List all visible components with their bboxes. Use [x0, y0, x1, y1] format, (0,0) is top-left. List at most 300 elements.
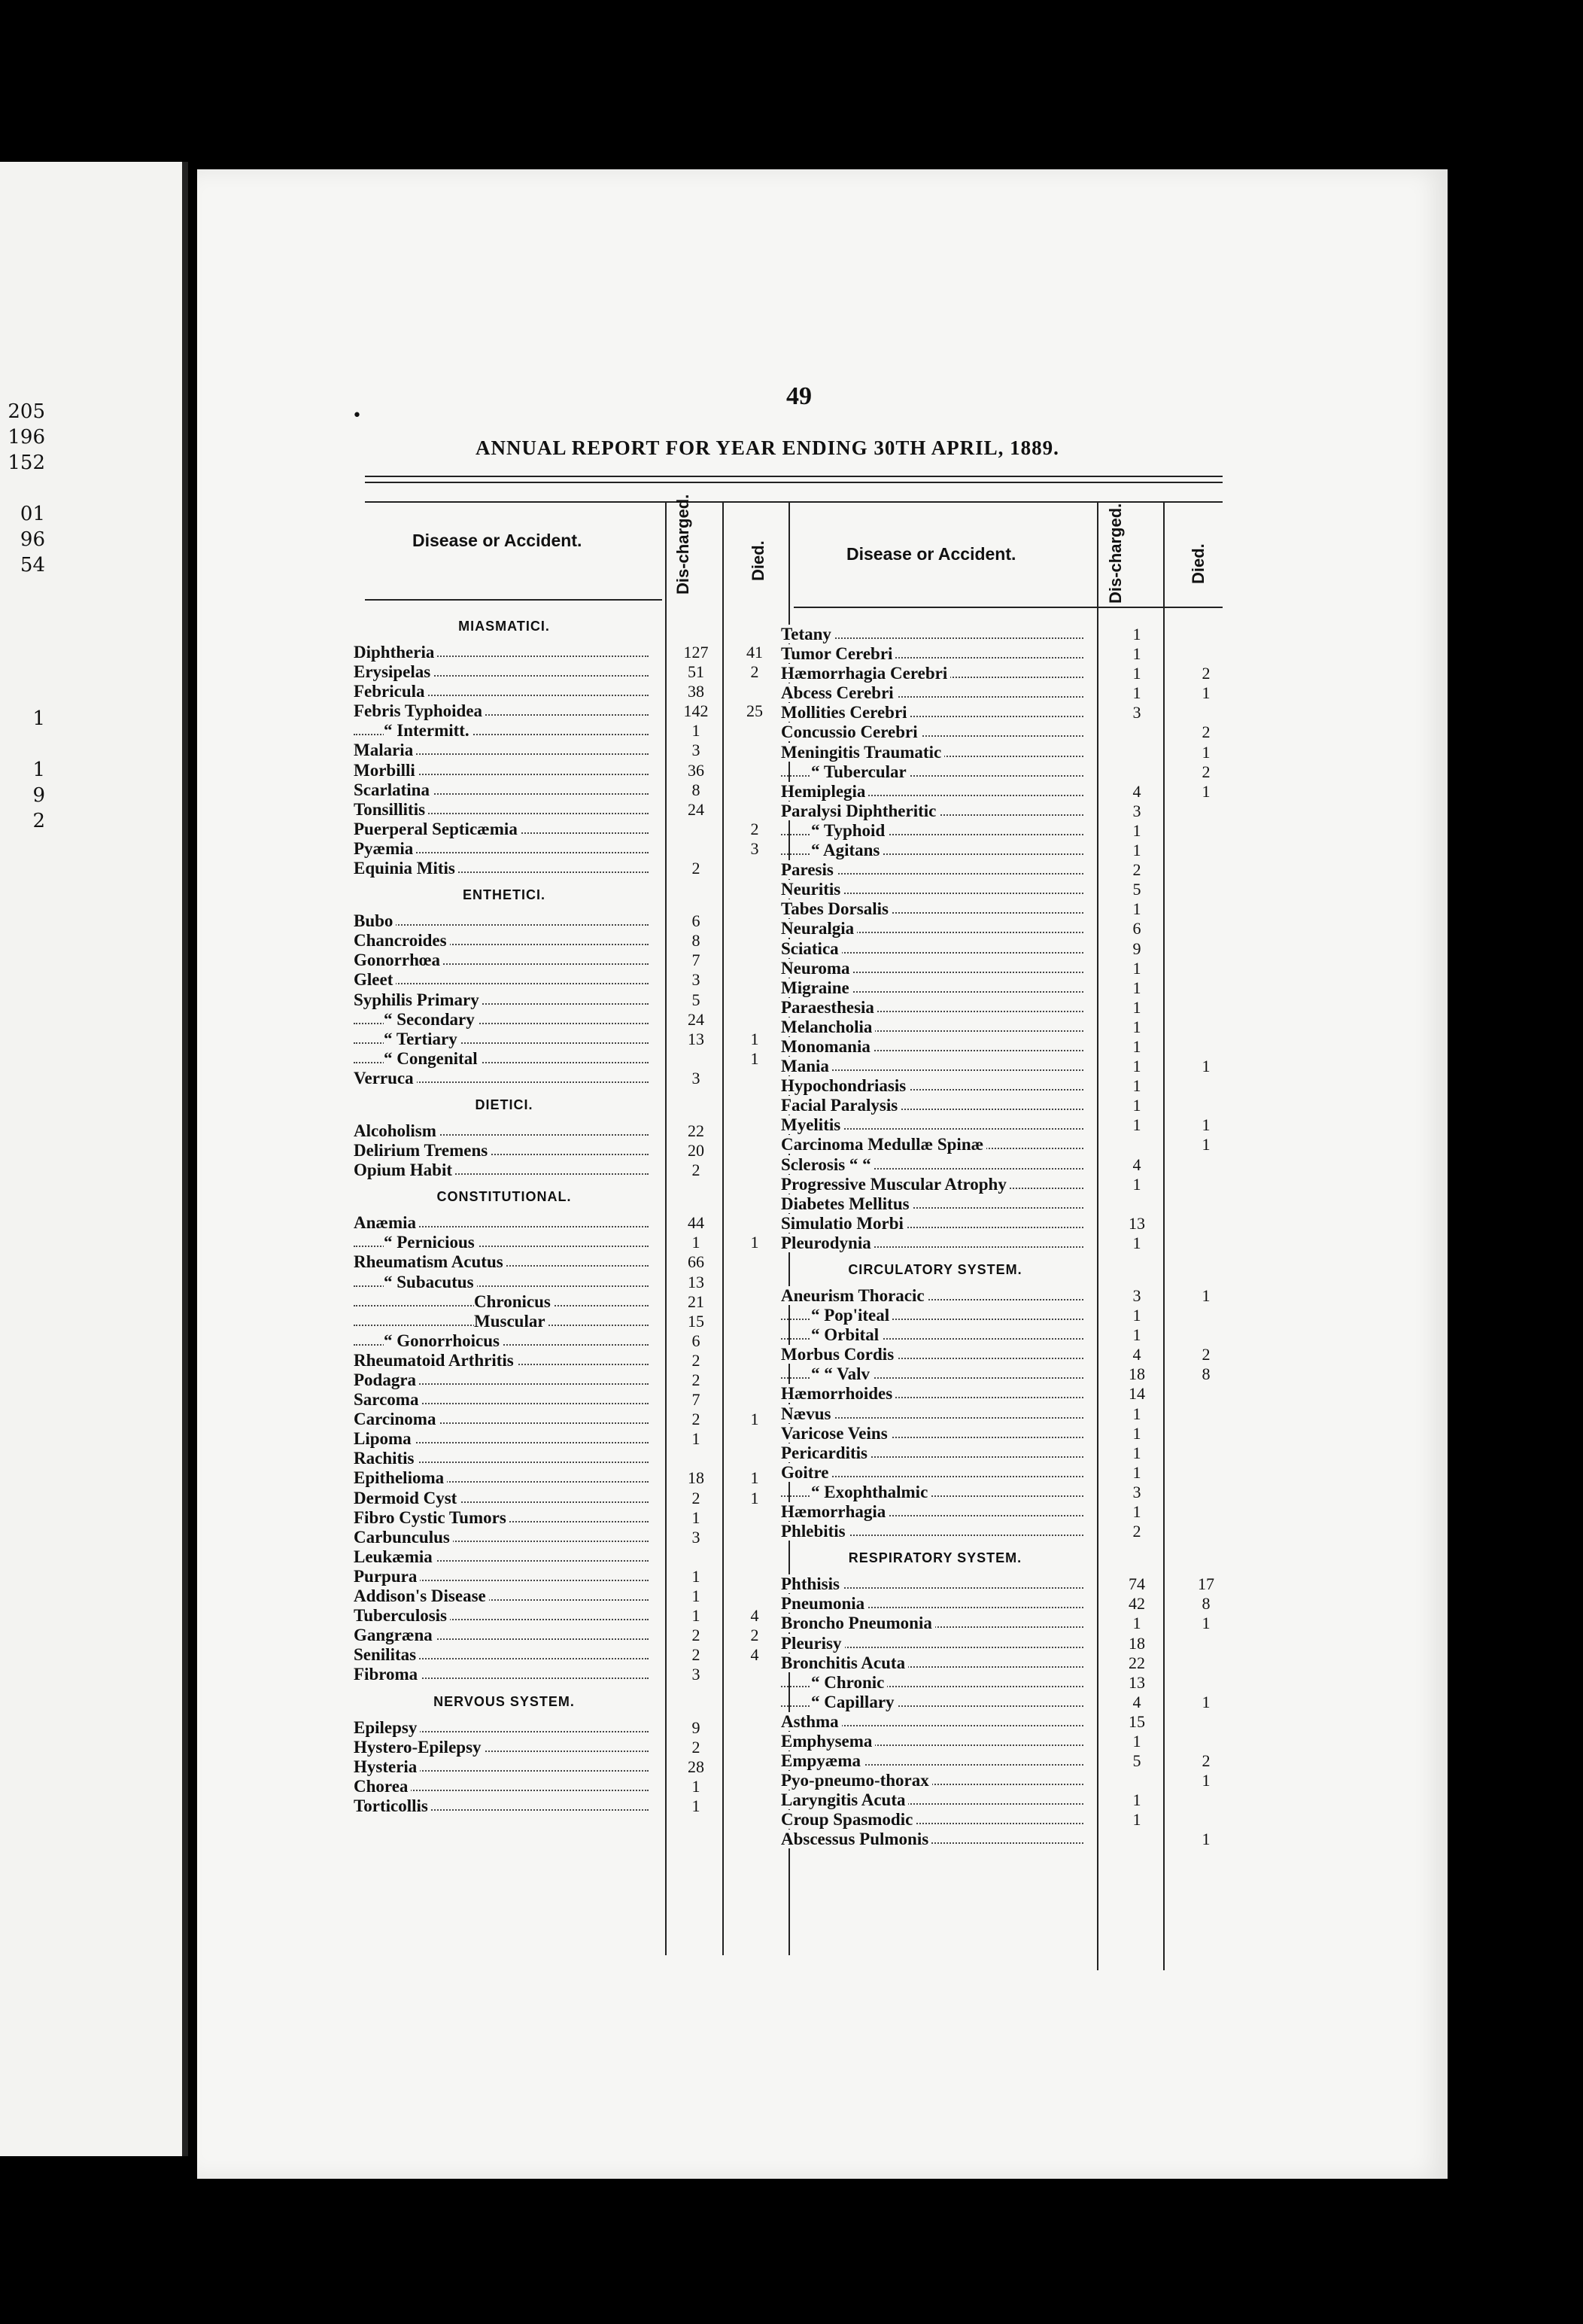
- disease-name: Equinia Mitis: [354, 859, 458, 878]
- table-row: [781, 802, 1232, 821]
- disease-name: Epithelioma: [354, 1468, 447, 1487]
- disease-name: “ Gonorrhoicus: [384, 1331, 503, 1350]
- header-rule-top-2: [365, 482, 1223, 483]
- disease-name: Opium Habit: [354, 1160, 455, 1179]
- left-page-number: 1: [32, 759, 45, 781]
- left-page-number: [0, 476, 45, 501]
- disease-name: Erysipelas: [354, 662, 433, 681]
- died-count: 4: [750, 1645, 759, 1665]
- table-row: [354, 1777, 790, 1796]
- discharged-count: 15: [688, 1311, 704, 1331]
- table-row: [354, 1645, 790, 1665]
- header-died-right: Died.: [1189, 543, 1208, 584]
- discharged-count: 1: [1132, 1096, 1141, 1115]
- discharged-count: 1: [1132, 1404, 1141, 1423]
- table-row: [354, 800, 790, 820]
- table-row: [781, 1790, 1232, 1810]
- table-row: [354, 1370, 790, 1390]
- table-row: [354, 701, 790, 721]
- discharged-count: 2: [691, 1626, 700, 1645]
- table-row: [354, 1010, 790, 1030]
- discharged-count: 1: [1132, 820, 1141, 840]
- table-row: [354, 1468, 790, 1488]
- disease-name: Puerperal Septicæmia: [354, 820, 521, 838]
- disease-name: “ Intermitt.: [384, 721, 472, 740]
- disease-name: Gonorrhœa: [354, 951, 443, 969]
- disease-name: Carcinoma Medullæ Spinæ: [781, 1135, 986, 1154]
- died-count: 41: [746, 643, 763, 662]
- disease-name: “ Subacutus: [384, 1273, 477, 1291]
- table-row: [781, 722, 1232, 742]
- discharged-count: 8: [691, 931, 700, 951]
- left-page-number: 2: [32, 810, 45, 832]
- discharged-count: 2: [691, 1645, 700, 1665]
- disease-name: “ Pernicious: [384, 1233, 478, 1252]
- table-row: [354, 990, 790, 1010]
- table-row: [354, 1547, 790, 1567]
- table-row: [781, 899, 1232, 919]
- disease-name: Alcoholism: [354, 1121, 439, 1140]
- table-row: [781, 1096, 1232, 1115]
- table-row: [781, 1194, 1232, 1214]
- died-count: 1: [1202, 1692, 1211, 1711]
- table-row: [781, 1502, 1232, 1522]
- table-row: [781, 1384, 1232, 1404]
- disease-name: Nævus: [781, 1404, 834, 1423]
- table-row: [354, 1351, 790, 1370]
- disease-name: Laryngitis Acuta: [781, 1790, 908, 1809]
- section-title: RESPIRATORY SYSTEM.: [848, 1550, 1022, 1566]
- table-row: [354, 1738, 790, 1757]
- table-row: [354, 1069, 790, 1088]
- died-count: 1: [1202, 742, 1211, 762]
- discharged-count: 1: [1132, 1017, 1141, 1036]
- table-row: [354, 1410, 790, 1429]
- left-page-number: 96: [20, 528, 45, 551]
- discharged-count: 2: [691, 1160, 700, 1180]
- discharged-count: 42: [1129, 1594, 1145, 1614]
- table-row: [354, 1449, 790, 1468]
- discharged-count: 13: [1129, 1213, 1145, 1233]
- table-row: [354, 1121, 790, 1141]
- disease-name: Fibro Cystic Tumors: [354, 1508, 509, 1527]
- discharged-count: 1: [1132, 1057, 1141, 1076]
- table-row: [781, 1345, 1232, 1364]
- table-row: [781, 1653, 1232, 1673]
- right-disease-table: [781, 625, 1232, 1850]
- died-count: 1: [750, 1233, 759, 1252]
- disease-name: “ Secondary: [384, 1010, 478, 1029]
- died-count: 1: [1202, 1830, 1211, 1849]
- disease-name: Purpura: [354, 1567, 420, 1586]
- left-page-number: 152: [8, 452, 45, 474]
- discharged-count: 1: [1132, 1423, 1141, 1443]
- header-rule-right: [794, 607, 1223, 608]
- disease-name: Addison's Disease: [354, 1586, 489, 1605]
- page-gutter: [182, 162, 188, 2156]
- disease-name: Phlebitis: [781, 1522, 849, 1541]
- discharged-count: 1: [691, 1507, 700, 1527]
- discharged-count: 1: [691, 1796, 700, 1815]
- discharged-count: 13: [688, 1272, 704, 1291]
- disease-name: Goitre: [781, 1463, 831, 1482]
- table-row: [354, 662, 790, 682]
- disease-name: Lipoma: [354, 1429, 415, 1448]
- table-row: [781, 1214, 1232, 1233]
- discharged-count: 3: [1132, 801, 1141, 820]
- died-count: 1: [750, 1468, 759, 1488]
- disease-name: “ Tubercular: [811, 762, 910, 781]
- died-count: 1: [1202, 683, 1211, 703]
- disease-name: Meningitis Traumatic: [781, 743, 944, 762]
- disease-name: Bubo: [354, 911, 396, 930]
- disease-name: Dermoid Cyst: [354, 1489, 460, 1507]
- discharged-count: 6: [691, 1331, 700, 1350]
- disease-name: “ Congenital: [384, 1049, 481, 1068]
- table-row: [781, 821, 1232, 841]
- table-row: [354, 1508, 790, 1528]
- table-row: [781, 919, 1232, 938]
- disease-name: Facial Paralysis: [781, 1096, 901, 1115]
- disease-name: Tumor Cerebri: [781, 644, 895, 663]
- discharged-count: 1: [1132, 1502, 1141, 1522]
- discharged-count: 24: [688, 1009, 704, 1029]
- header-discharged-right: Dis-charged.: [1106, 503, 1125, 604]
- discharged-count: 1: [1132, 625, 1141, 643]
- died-count: 1: [1202, 1115, 1211, 1135]
- table-row: [781, 939, 1232, 959]
- died-count: 1: [1202, 1135, 1211, 1154]
- discharged-count: 2: [691, 1737, 700, 1757]
- disease-name: Syphilis Primary: [354, 990, 482, 1009]
- left-page-number: 196: [8, 426, 45, 449]
- table-row: [354, 1429, 790, 1449]
- died-count: 17: [1198, 1574, 1214, 1594]
- disease-name: “ Typhoid: [811, 821, 888, 840]
- disease-name: Morbilli: [354, 761, 418, 780]
- disease-name: Phthisis: [781, 1574, 843, 1593]
- died-count: 1: [750, 1029, 759, 1048]
- disease-name: Paresis: [781, 860, 837, 879]
- disease-name: Pleurodynia: [781, 1233, 874, 1252]
- table-row: [781, 1712, 1232, 1732]
- table-row: [781, 1463, 1232, 1483]
- discharged-count: 20: [688, 1141, 704, 1160]
- section-title: CIRCULATORY SYSTEM.: [848, 1262, 1022, 1277]
- disease-name: Varicose Veins: [781, 1424, 891, 1443]
- discharged-count: 2: [1132, 1522, 1141, 1541]
- header-rule-left: [365, 599, 662, 601]
- disease-name: Migraine: [781, 978, 852, 997]
- died-count: 25: [746, 701, 763, 721]
- disease-name: Pyæmia: [354, 839, 416, 858]
- died-count: 1: [1202, 781, 1211, 801]
- disease-name: Hystero-Epilepsy: [354, 1738, 485, 1757]
- disease-name: Concussio Cerebri: [781, 722, 921, 741]
- disease-name: Chronicus: [474, 1292, 554, 1311]
- died-count: 2: [1202, 664, 1211, 683]
- table-row: [781, 1830, 1232, 1849]
- table-row: [781, 782, 1232, 802]
- table-row: [354, 1273, 790, 1292]
- header-died-left: Died.: [749, 540, 767, 581]
- discharged-count: 1: [691, 1606, 700, 1626]
- left-page-edge: [0, 162, 188, 2156]
- disease-name: Empyæma: [781, 1751, 864, 1770]
- table-row: [354, 970, 790, 990]
- table-row: [781, 1634, 1232, 1653]
- disease-name: “ Agitans: [811, 841, 883, 859]
- disease-name: Diabetes Mellitus: [781, 1194, 913, 1213]
- left-page-number: [0, 680, 45, 706]
- died-count: 2: [750, 819, 759, 838]
- disease-name: Febris Typhoidea: [354, 701, 485, 720]
- died-count: 1: [750, 1410, 759, 1429]
- disease-name: Abcess Cerebri: [781, 683, 897, 702]
- discharged-count: 1: [1132, 1306, 1141, 1325]
- discharged-count: 1: [1132, 978, 1141, 997]
- disease-name: Hysteria: [354, 1757, 420, 1776]
- discharged-count: 4: [1132, 1345, 1141, 1364]
- table-row: [354, 1233, 790, 1252]
- disease-name: Morbus Cordis: [781, 1345, 897, 1364]
- disease-name: Anæmia: [354, 1213, 419, 1232]
- disease-name: Febricula: [354, 682, 428, 701]
- discharged-count: 4: [1132, 1692, 1141, 1711]
- disease-name: Malaria: [354, 741, 416, 759]
- table-row: [354, 721, 790, 741]
- table-row: [354, 682, 790, 701]
- discharged-count: 9: [691, 1717, 700, 1737]
- header-disease-left: Disease or Accident.: [412, 531, 582, 550]
- header-disease-right: Disease or Accident.: [846, 544, 1016, 564]
- table-row: [781, 1325, 1232, 1345]
- table-row: [781, 625, 1232, 644]
- died-count: 1: [1202, 1057, 1211, 1076]
- disease-name: Chorea: [354, 1777, 411, 1796]
- table-row: [781, 998, 1232, 1018]
- table-row: [781, 1076, 1232, 1096]
- table-row: [354, 1586, 790, 1606]
- discharged-count: 6: [1132, 919, 1141, 938]
- disease-name: Carcinoma: [354, 1410, 439, 1428]
- left-page-number: 9: [32, 784, 45, 807]
- table-row: [781, 644, 1232, 664]
- discharged-count: 1: [691, 1586, 700, 1606]
- page-title: ANNUAL REPORT FOR YEAR ENDING 30TH APRIL, 1889.: [476, 437, 1059, 459]
- table-row: [781, 959, 1232, 978]
- table-row: [354, 1528, 790, 1547]
- discharged-count: 28: [688, 1757, 704, 1776]
- table-row: [354, 951, 790, 970]
- died-count: 2: [750, 662, 759, 682]
- left-page-number: [0, 629, 45, 655]
- disease-name: Hæmorrhagia: [781, 1502, 889, 1521]
- discharged-count: 1: [1132, 664, 1141, 683]
- table-row: [354, 1252, 790, 1272]
- discharged-count: 18: [1129, 1364, 1145, 1384]
- header-discharged-left: Dis-charged.: [673, 494, 692, 595]
- disease-name: Progressive Muscular Atrophy: [781, 1175, 1010, 1194]
- discharged-count: 1: [1132, 1614, 1141, 1633]
- died-count: 2: [1202, 722, 1211, 742]
- discharged-count: 1: [1132, 841, 1141, 860]
- disease-name: Rheumatoid Arthritis: [354, 1351, 517, 1370]
- disease-name: Tuberculosis: [354, 1606, 450, 1625]
- disease-name: Delirium Tremens: [354, 1141, 491, 1160]
- disease-name: “ “ Valv: [811, 1364, 873, 1383]
- disease-name: Leukæmia: [354, 1547, 436, 1566]
- disease-name: Hæmorrhoides: [781, 1384, 895, 1403]
- disease-name: Sciatica: [781, 939, 842, 958]
- table-row: [354, 1626, 790, 1645]
- disease-name: Paraesthesia: [781, 998, 877, 1017]
- discharged-count: 1: [1132, 1443, 1141, 1462]
- table-row: [354, 741, 790, 760]
- discharged-count: 3: [691, 1068, 700, 1087]
- discharged-count: 2: [691, 1350, 700, 1370]
- table-row: [781, 860, 1232, 880]
- table-row: [781, 1018, 1232, 1037]
- discharged-count: 74: [1129, 1574, 1145, 1594]
- section-title: CONSTITUTIONAL.: [436, 1189, 572, 1205]
- discharged-count: 1: [1132, 1174, 1141, 1194]
- disease-name: Scarlatina: [354, 780, 433, 799]
- disease-name: Senilitas: [354, 1645, 419, 1664]
- discharged-count: 2: [1132, 860, 1141, 880]
- discharged-count: 3: [1132, 703, 1141, 722]
- header-rule-3: [365, 501, 1223, 503]
- section-heading: [354, 878, 790, 911]
- died-count: 1: [1202, 1614, 1211, 1633]
- bullet-mark: •: [352, 406, 362, 425]
- table-row: [781, 1522, 1232, 1541]
- died-count: 3: [750, 838, 759, 858]
- table-row: [781, 703, 1232, 722]
- discharged-count: 2: [691, 859, 700, 878]
- disease-name: Gangræna: [354, 1626, 436, 1644]
- table-row: [354, 1606, 790, 1626]
- discharged-count: 18: [1129, 1633, 1145, 1653]
- disease-name: Gleet: [354, 970, 396, 989]
- table-row: [781, 1155, 1232, 1175]
- discharged-count: 44: [688, 1213, 704, 1233]
- left-page-number: [0, 604, 45, 629]
- discharged-count: 1: [1132, 899, 1141, 919]
- disease-name: Fibroma: [354, 1665, 421, 1684]
- table-row: [354, 839, 790, 859]
- disease-name: Tetany: [781, 625, 834, 643]
- table-row: [354, 1141, 790, 1160]
- table-row: [354, 1030, 790, 1049]
- table-row: [781, 1115, 1232, 1135]
- disease-name: Verruca: [354, 1069, 417, 1087]
- discharged-count: 18: [688, 1468, 704, 1488]
- section-title: MIASMATICI.: [458, 619, 550, 634]
- disease-name: Pneumonia: [781, 1594, 867, 1613]
- died-count: 2: [1202, 1751, 1211, 1771]
- disease-name: Tonsillitis: [354, 800, 428, 819]
- disease-name: Hypochondriasis: [781, 1076, 909, 1095]
- left-page-number: 01: [20, 503, 45, 525]
- table-row: [781, 1306, 1232, 1325]
- section-title: ENTHETICI.: [462, 887, 545, 903]
- table-row: [781, 978, 1232, 998]
- section-heading: [354, 1180, 790, 1213]
- discharged-count: 5: [1132, 880, 1141, 899]
- section-heading: [354, 610, 790, 643]
- discharged-count: 2: [691, 1370, 700, 1389]
- left-page-number: [0, 655, 45, 680]
- table-row: [354, 859, 790, 878]
- section-heading: [781, 1253, 1232, 1286]
- disease-name: Simulatio Morbi: [781, 1214, 907, 1233]
- died-count: 1: [1202, 1771, 1211, 1790]
- disease-name: Podagra: [354, 1370, 419, 1389]
- table-row: [781, 1057, 1232, 1076]
- discharged-count: 51: [688, 662, 704, 682]
- table-row: [781, 683, 1232, 703]
- died-count: 2: [1202, 1345, 1211, 1364]
- table-row: [781, 1673, 1232, 1693]
- discharged-count: 1: [691, 1776, 700, 1796]
- died-count: 4: [750, 1606, 759, 1626]
- discharged-count: 4: [1132, 1154, 1141, 1174]
- discharged-count: 1: [1132, 1233, 1141, 1252]
- discharged-count: 1: [691, 1566, 700, 1586]
- disease-name: “ Pop'iteal: [811, 1306, 892, 1325]
- discharged-count: 15: [1129, 1711, 1145, 1731]
- table-row: [781, 1574, 1232, 1594]
- table-row: [354, 1331, 790, 1351]
- disease-name: Tabes Dorsalis: [781, 899, 892, 918]
- table-row: [354, 1567, 790, 1586]
- discharged-count: 4: [1132, 781, 1141, 801]
- disease-name: “ Tertiary: [384, 1030, 460, 1048]
- discharged-count: 1: [1132, 1462, 1141, 1482]
- discharged-count: 1: [1132, 1325, 1141, 1345]
- table-row: [781, 664, 1232, 683]
- discharged-count: 7: [691, 1390, 700, 1410]
- disease-name: Hæmorrhagia Cerebri: [781, 664, 950, 683]
- table-row: [781, 1732, 1232, 1751]
- disease-name: Paralysi Diphtheritic: [781, 802, 939, 820]
- table-row: [354, 1796, 790, 1816]
- discharged-count: 1: [1132, 997, 1141, 1017]
- discharged-count: 1: [691, 1233, 700, 1252]
- disease-name: Neuralgia: [781, 919, 857, 938]
- table-row: [781, 1483, 1232, 1502]
- left-page-number: 54: [20, 554, 45, 576]
- table-row: [781, 1424, 1232, 1443]
- discharged-count: 14: [1129, 1384, 1145, 1404]
- discharged-count: 3: [1132, 1482, 1141, 1501]
- discharged-count: 2: [691, 1410, 700, 1429]
- discharged-count: 3: [691, 970, 700, 990]
- discharged-count: 3: [691, 741, 700, 760]
- died-count: 1: [750, 1488, 759, 1507]
- table-row: [781, 1037, 1232, 1057]
- disease-name: Chancroides: [354, 931, 450, 950]
- discharged-count: 1: [1132, 1731, 1141, 1751]
- discharged-count: 142: [683, 701, 709, 721]
- discharged-count: 66: [688, 1252, 704, 1272]
- table-row: [781, 1693, 1232, 1712]
- table-row: [354, 1390, 790, 1410]
- disease-name: Rachitis: [354, 1449, 418, 1468]
- disease-name: Neuroma: [781, 959, 853, 978]
- section-title: NERVOUS SYSTEM.: [433, 1693, 575, 1709]
